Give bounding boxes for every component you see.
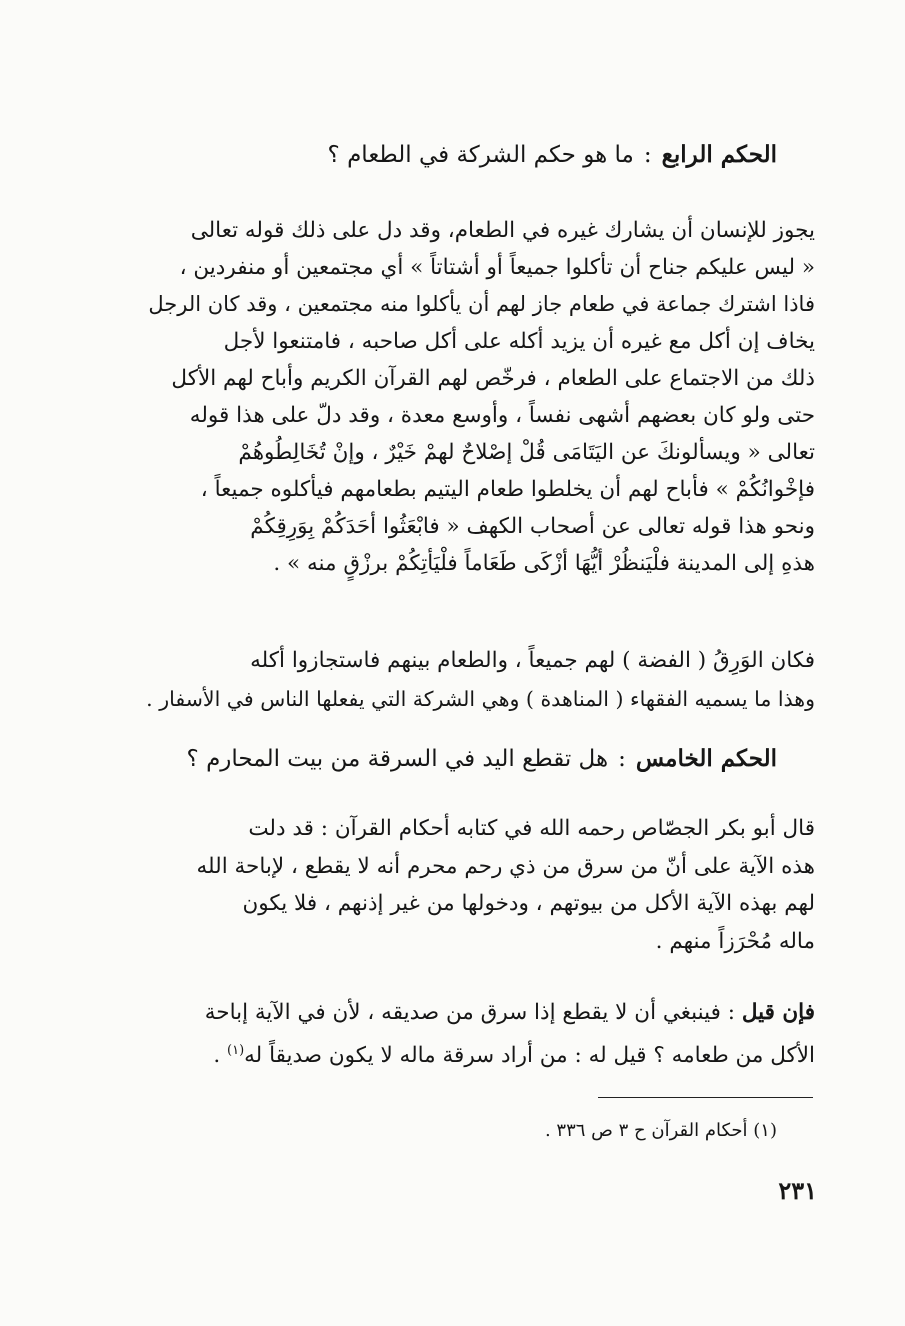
text-line: لهم بهذه الآية الأكل من بيوتهم ، ودخولها من غير إذنهم ، فلا يكون — [242, 891, 815, 916]
text-line: هذه الآية على أنّ من سرق من ذي رحم محرم أنه لا يقطع ، لإباحة الله — [196, 853, 815, 879]
text-line: تعالى « ويسألونكَ عن اليَتَامَى قُلْ إصْلاحٌ لهمْ خَيْرٌ ، وإنْ تُخَالِطُوهُمْ — [238, 440, 815, 465]
text-line: « ليس عليكم جناح أن تأكلوا جميعاً أو أشتاتاً » أي مجتمعين أو منفردين ، — [179, 255, 815, 280]
ruling-4-question: ما هو حكم الشركة في الطعام ؟ — [327, 142, 634, 168]
text-line: فاذا اشترك جماعة في طعام جاز لهم أن يأكلوا منه مجتمعين ، وقد كان الرجل — [148, 292, 815, 316]
objection-line-1: : فينبغي أن لا يقطع إذا سرق من صديقه ، لأن في الآية إباحة — [204, 1000, 735, 1025]
text-line — [142, 1032, 815, 1075]
page-number: ٢٣١ — [778, 1176, 817, 1205]
objection-line-2: الأكل من طعامه ؟ قيل له : من أراد سرقة ماله لا يكون صديقاً له — [244, 1043, 815, 1069]
text-line: هذهِ إلى المدينة فلْيَنظُرْ أيُّهَا أزْكَى طَعَاماً فلْيَأتِكُمْ برزْقٍ منه » . — [273, 551, 815, 576]
ruling-5-heading — [187, 744, 777, 774]
ruling-5-label: الحكم الخامس — [635, 745, 777, 772]
text-line: ماله مُحْرَزاً منهم . — [655, 928, 815, 954]
objection-lead: فإن قيل — [741, 1000, 815, 1025]
paragraph-food-sharing — [142, 212, 815, 582]
text-line — [142, 994, 815, 1032]
objection-line-2-end: . — [213, 1043, 228, 1069]
ruling-4-separator: : — [643, 142, 652, 168]
ruling-5-question: هل تقطع اليد في السرقة من بيت المحارم ؟ — [186, 746, 609, 772]
footnote-reference: (١) — [227, 1043, 245, 1058]
ruling-5-separator: : — [618, 746, 626, 772]
text-line: فكان الوَرِقُ ( الفضة ) لهم جميعاً ، والطعام بينهم فاستجازوا أكله — [250, 648, 815, 673]
text-line: يخاف إن أكل مع غيره أن يزيد أكله على أكل صاحبه ، فامتنعوا لأجل — [223, 329, 815, 354]
text-line: فإخْوانُكُمْ » فأباح لهم أن يخلطوا طعام اليتيم بطعامهم فيأكلوه جميعاً ، — [200, 477, 815, 502]
text-line: حتى ولو كان بعضهم أشهى نفساً ، وأوسع معدة ، وقد دلّ على هذا قوله — [189, 403, 815, 428]
text-line: يجوز للإنسان أن يشارك غيره في الطعام، وقد دل على ذلك قوله تعالى — [190, 218, 815, 243]
ruling-4-label: الحكم الرابع — [661, 141, 777, 168]
text-line: قال أبو بكر الجصّاص رحمه الله في كتابه أحكام القرآن : قد دلت — [248, 816, 815, 841]
text-line: ونحو هذا قوله تعالى عن أصحاب الكهف « فابْعَثُوا أحَدَكُمْ بِوَرِقِكُمْ — [250, 514, 815, 539]
footnote: (١) أحكام القرآن ح ٣ ص ٣٣٦ . — [544, 1120, 777, 1141]
paragraph-jassas-quote — [142, 810, 815, 960]
paragraph-objection — [142, 994, 815, 1075]
text-line: ذلك من الاجتماع على الطعام ، فرخّص لهم القرآن الكريم وأباح لهم الأكل — [171, 366, 815, 391]
text-line: وهذا ما يسميه الفقهاء ( المناهدة ) وهي الشركة التي يفعلها الناس في الأسفار . — [146, 687, 815, 711]
paragraph-munahada — [142, 642, 815, 718]
footnote-divider — [598, 1097, 813, 1098]
ruling-4-heading — [328, 140, 777, 170]
